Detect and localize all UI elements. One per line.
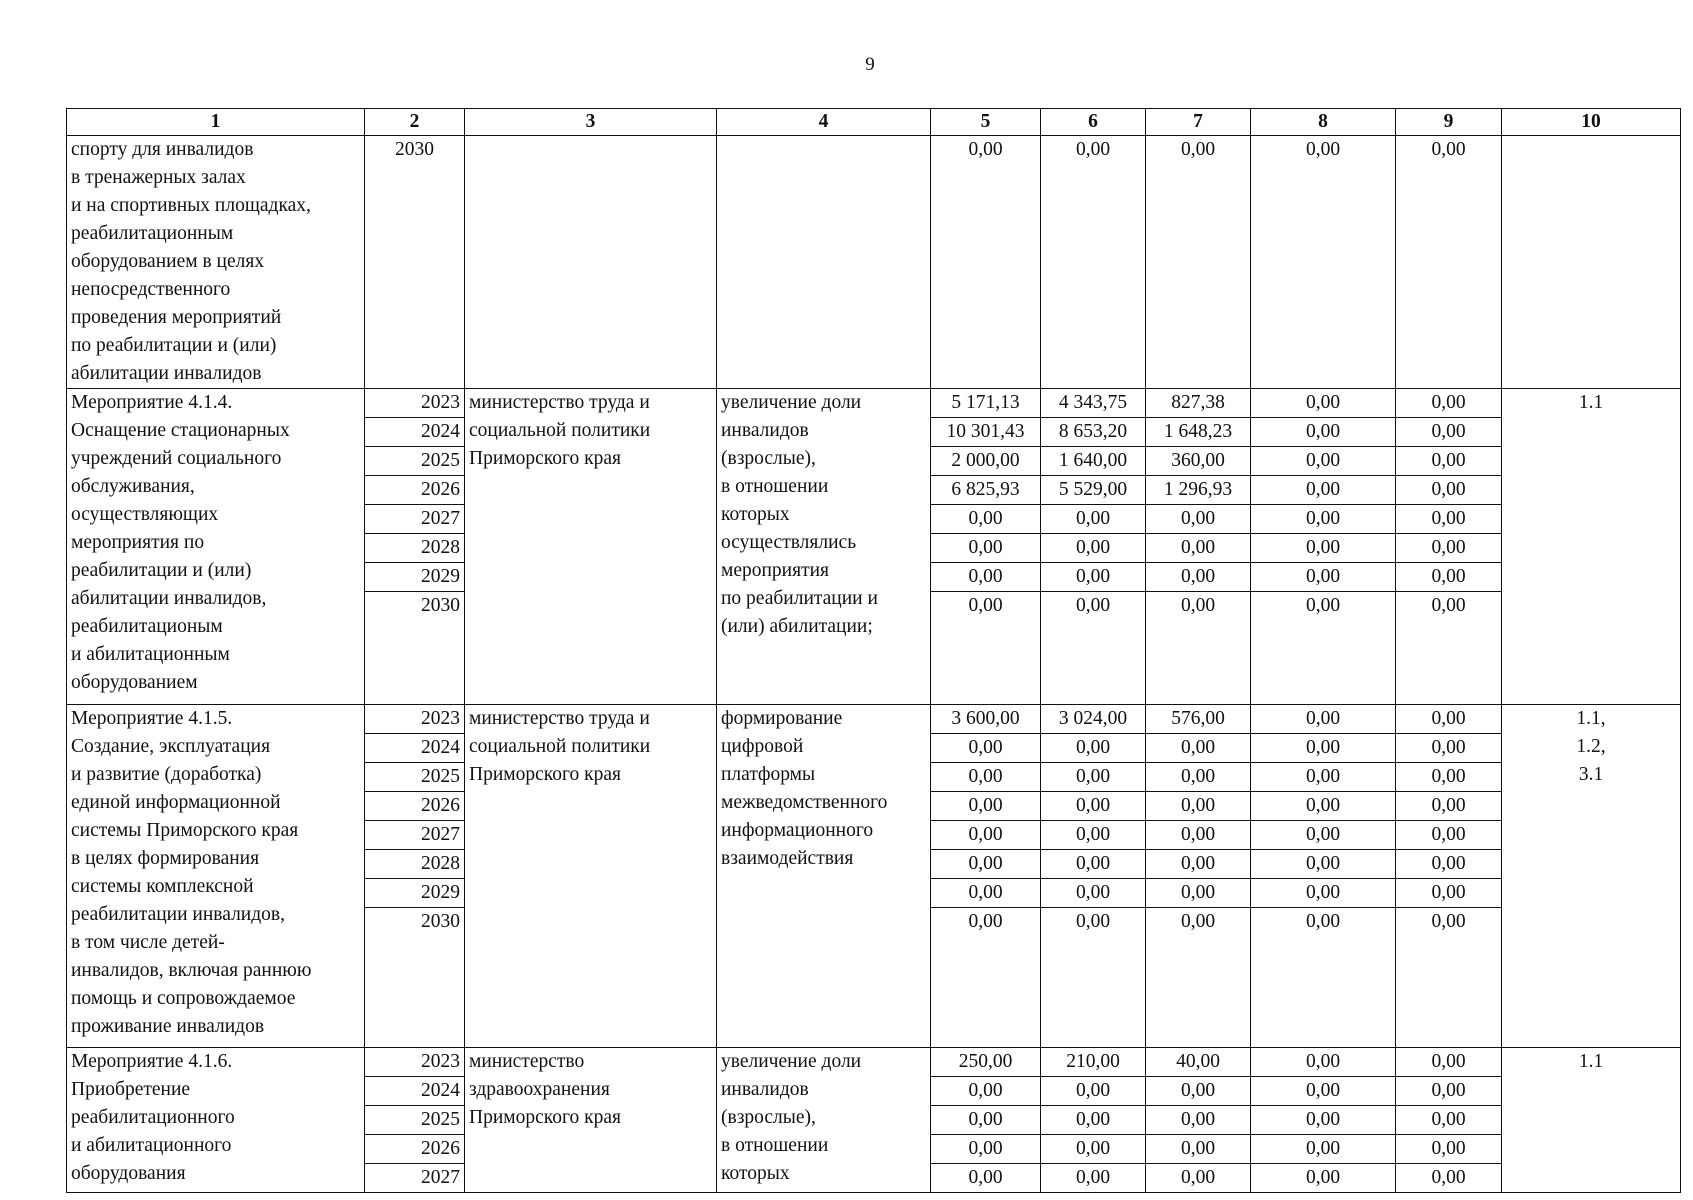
value-cell: 210,00 — [1041, 1048, 1146, 1077]
year-cell: 2030 — [365, 907, 465, 936]
value-cell: 0,00 — [1251, 534, 1396, 563]
value-cell: 250,00 — [931, 1048, 1041, 1077]
executor-cell — [465, 136, 717, 389]
value-cell: 0,00 — [1251, 418, 1396, 447]
year-cell: 2026 — [365, 476, 465, 505]
value-cell: 2 000,00 — [931, 447, 1041, 476]
value-cell: 0,00 — [1146, 1077, 1251, 1106]
value-cell: 0,00 — [1251, 1106, 1396, 1135]
value-cell: 0,00 — [1041, 505, 1146, 534]
value-cell: 0,00 — [1041, 592, 1146, 621]
value-cell: 10 301,43 — [931, 418, 1041, 447]
value-cell: 3 024,00 — [1041, 704, 1146, 733]
value-cell-blank — [1251, 620, 1396, 704]
year-cell: 2028 — [365, 534, 465, 563]
year-cell: 2030 — [365, 136, 465, 389]
value-cell: 0,00 — [1146, 791, 1251, 820]
value-cell: 0,00 — [1396, 418, 1502, 447]
value-cell: 0,00 — [1146, 762, 1251, 791]
header-row — [67, 109, 1681, 136]
year-cell: 2023 — [365, 389, 465, 418]
value-cell: 0,00 — [1041, 1135, 1146, 1164]
value-cell: 0,00 — [1146, 1164, 1251, 1193]
year-cell: 2024 — [365, 1077, 465, 1106]
year-cell: 2025 — [365, 447, 465, 476]
year-cell: 2028 — [365, 849, 465, 878]
value-cell: 0,00 — [931, 136, 1041, 389]
value-cell: 0,00 — [1041, 1164, 1146, 1193]
value-cell: 0,00 — [931, 791, 1041, 820]
value-cell: 0,00 — [1396, 1106, 1502, 1135]
value-cell: 0,00 — [931, 592, 1041, 621]
table-row — [67, 1048, 1681, 1077]
indicator-cell: формирование цифровой платформы межведомственного информационного взаимодействия — [717, 704, 931, 1048]
value-cell: 0,00 — [1041, 733, 1146, 762]
measure-description: Мероприятие 4.1.4. Оснащение стационарных учреждений социального обслуживания, осуществляющих мероприятия по реабилитации и (или) абилитации инвалидов, реабилитационым и абилитационным оборудованием — [67, 389, 365, 705]
value-cell: 0,00 — [931, 820, 1041, 849]
value-cell: 0,00 — [1251, 447, 1396, 476]
value-cell-blank — [1396, 620, 1502, 704]
value-cell: 0,00 — [1251, 1048, 1396, 1077]
value-cell-blank — [1251, 936, 1396, 1048]
year-cell-blank — [365, 936, 465, 1048]
value-cell: 0,00 — [1041, 907, 1146, 936]
value-cell: 0,00 — [1396, 1164, 1502, 1193]
year-cell-blank — [365, 620, 465, 704]
value-cell: 0,00 — [1396, 534, 1502, 563]
code-cell: 1.1 — [1502, 389, 1681, 705]
executor-cell: министерство труда и социальной политики Приморского края — [465, 389, 717, 705]
value-cell: 0,00 — [1251, 733, 1396, 762]
value-cell: 0,00 — [1251, 1164, 1396, 1193]
value-cell: 0,00 — [1146, 733, 1251, 762]
header-col-2: 2 — [365, 109, 465, 136]
value-cell: 0,00 — [1041, 136, 1146, 389]
value-cell: 0,00 — [1146, 136, 1251, 389]
value-cell: 0,00 — [1146, 820, 1251, 849]
value-cell: 0,00 — [1041, 762, 1146, 791]
value-cell: 0,00 — [1146, 907, 1251, 936]
value-cell: 0,00 — [1396, 1048, 1502, 1077]
value-cell: 0,00 — [1146, 1106, 1251, 1135]
year-cell: 2024 — [365, 733, 465, 762]
value-cell: 0,00 — [1251, 505, 1396, 534]
value-cell: 0,00 — [1396, 878, 1502, 907]
header-col-3: 3 — [465, 109, 717, 136]
value-cell: 0,00 — [1396, 820, 1502, 849]
value-cell: 0,00 — [1146, 849, 1251, 878]
value-cell: 0,00 — [1146, 592, 1251, 621]
value-cell: 0,00 — [1146, 878, 1251, 907]
value-cell: 1 640,00 — [1041, 447, 1146, 476]
value-cell: 0,00 — [931, 762, 1041, 791]
value-cell: 0,00 — [1396, 762, 1502, 791]
value-cell: 0,00 — [1396, 733, 1502, 762]
value-cell-blank — [1146, 620, 1251, 704]
indicator-cell — [717, 136, 931, 389]
executor-cell: министерство труда и социальной политики Приморского края — [465, 704, 717, 1048]
value-cell: 0,00 — [1396, 389, 1502, 418]
measure-description: спорту для инвалидов в тренажерных залах и на спортивных площадках, реабилитационным оборудованием в целях непосредственного проведения мероприятий по реабилитации и (или) абилитации инвалидов — [67, 136, 365, 389]
value-cell: 0,00 — [931, 733, 1041, 762]
value-cell: 0,00 — [1251, 136, 1396, 389]
year-cell: 2026 — [365, 791, 465, 820]
value-cell: 0,00 — [931, 849, 1041, 878]
executor-cell: министерство здравоохранения Приморского края — [465, 1048, 717, 1193]
page-number: 9 — [865, 54, 875, 75]
value-cell: 0,00 — [1251, 878, 1396, 907]
value-cell: 0,00 — [1396, 791, 1502, 820]
value-cell: 0,00 — [1251, 592, 1396, 621]
value-cell: 0,00 — [1251, 907, 1396, 936]
value-cell: 0,00 — [1041, 791, 1146, 820]
value-cell: 0,00 — [1396, 704, 1502, 733]
value-cell-blank — [931, 936, 1041, 1048]
header-col-6: 6 — [1041, 109, 1146, 136]
value-cell: 5 171,13 — [931, 389, 1041, 418]
value-cell: 0,00 — [1396, 592, 1502, 621]
value-cell: 0,00 — [1396, 505, 1502, 534]
value-cell: 0,00 — [1396, 563, 1502, 592]
value-cell-blank — [1041, 936, 1146, 1048]
value-cell: 0,00 — [1396, 907, 1502, 936]
year-cell: 2027 — [365, 820, 465, 849]
year-cell: 2029 — [365, 878, 465, 907]
value-cell: 576,00 — [1146, 704, 1251, 733]
year-cell: 2024 — [365, 418, 465, 447]
value-cell: 0,00 — [931, 563, 1041, 592]
value-cell: 360,00 — [1146, 447, 1251, 476]
table-row — [67, 389, 1681, 418]
header-col-1: 1 — [67, 109, 365, 136]
value-cell: 0,00 — [1251, 1135, 1396, 1164]
value-cell: 1 648,23 — [1146, 418, 1251, 447]
value-cell: 0,00 — [1041, 878, 1146, 907]
indicator-cell: увеличение доли инвалидов (взрослые), в отношении которых осуществлялись мероприятия по реабилитации и (или) абилитации; — [717, 389, 931, 705]
year-cell: 2029 — [365, 563, 465, 592]
value-cell-blank — [931, 620, 1041, 704]
value-cell: 0,00 — [931, 1106, 1041, 1135]
value-cell: 0,00 — [1251, 1077, 1396, 1106]
code-cell — [1502, 136, 1681, 389]
value-cell: 0,00 — [1146, 534, 1251, 563]
value-cell: 0,00 — [1041, 1077, 1146, 1106]
table-row — [67, 704, 1681, 733]
year-cell: 2025 — [365, 1106, 465, 1135]
value-cell: 0,00 — [1146, 1135, 1251, 1164]
value-cell: 0,00 — [1396, 136, 1502, 389]
year-cell: 2026 — [365, 1135, 465, 1164]
value-cell: 8 653,20 — [1041, 418, 1146, 447]
value-cell: 0,00 — [931, 1077, 1041, 1106]
value-cell: 0,00 — [1396, 1077, 1502, 1106]
header-col-9: 9 — [1396, 109, 1502, 136]
year-cell: 2030 — [365, 592, 465, 621]
value-cell-blank — [1041, 620, 1146, 704]
year-cell: 2027 — [365, 505, 465, 534]
value-cell: 0,00 — [1041, 534, 1146, 563]
header-col-5: 5 — [931, 109, 1041, 136]
value-cell: 827,38 — [1146, 389, 1251, 418]
value-cell: 0,00 — [931, 1135, 1041, 1164]
value-cell: 6 825,93 — [931, 476, 1041, 505]
value-cell: 0,00 — [1146, 563, 1251, 592]
indicator-cell: увеличение доли инвалидов (взрослые), в отношении которых — [717, 1048, 931, 1193]
value-cell: 0,00 — [1251, 476, 1396, 505]
value-cell: 0,00 — [931, 907, 1041, 936]
value-cell: 0,00 — [1251, 791, 1396, 820]
value-cell: 0,00 — [1396, 1135, 1502, 1164]
value-cell: 0,00 — [1251, 762, 1396, 791]
value-cell: 0,00 — [931, 878, 1041, 907]
value-cell: 0,00 — [1396, 849, 1502, 878]
header-col-4: 4 — [717, 109, 931, 136]
value-cell: 0,00 — [1396, 447, 1502, 476]
header-col-7: 7 — [1146, 109, 1251, 136]
value-cell: 0,00 — [1041, 849, 1146, 878]
table-row — [67, 136, 1681, 389]
value-cell: 3 600,00 — [931, 704, 1041, 733]
value-cell: 0,00 — [1396, 476, 1502, 505]
measure-description: Мероприятие 4.1.6. Приобретение реабилитационного и абилитационного оборудования — [67, 1048, 365, 1193]
value-cell: 40,00 — [1146, 1048, 1251, 1077]
value-cell: 0,00 — [1251, 563, 1396, 592]
year-cell: 2023 — [365, 704, 465, 733]
value-cell-blank — [1146, 936, 1251, 1048]
value-cell: 0,00 — [1251, 704, 1396, 733]
year-cell: 2027 — [365, 1164, 465, 1193]
value-cell: 0,00 — [931, 534, 1041, 563]
measure-description: Мероприятие 4.1.5. Создание, эксплуатация и развитие (доработка) единой информационной системы Приморского края в целях формирования системы комплексной реабилитации инвалидов, в том числе детей- инвалидов, включая раннюю помощь и сопровождаемое проживание инвалидов — [67, 704, 365, 1048]
value-cell: 0,00 — [931, 505, 1041, 534]
value-cell-blank — [1396, 936, 1502, 1048]
value-cell: 0,00 — [1041, 820, 1146, 849]
year-cell: 2023 — [365, 1048, 465, 1077]
value-cell: 4 343,75 — [1041, 389, 1146, 418]
value-cell: 0,00 — [931, 1164, 1041, 1193]
program-table — [66, 108, 1681, 1193]
value-cell: 0,00 — [1041, 563, 1146, 592]
code-cell: 1.1 — [1502, 1048, 1681, 1193]
value-cell: 0,00 — [1251, 849, 1396, 878]
value-cell: 5 529,00 — [1041, 476, 1146, 505]
value-cell: 0,00 — [1041, 1106, 1146, 1135]
value-cell: 0,00 — [1251, 389, 1396, 418]
value-cell: 0,00 — [1146, 505, 1251, 534]
header-col-8: 8 — [1251, 109, 1396, 136]
header-col-10: 10 — [1502, 109, 1681, 136]
code-cell: 1.1, 1.2, 3.1 — [1502, 704, 1681, 1048]
year-cell: 2025 — [365, 762, 465, 791]
value-cell: 0,00 — [1251, 820, 1396, 849]
value-cell: 1 296,93 — [1146, 476, 1251, 505]
